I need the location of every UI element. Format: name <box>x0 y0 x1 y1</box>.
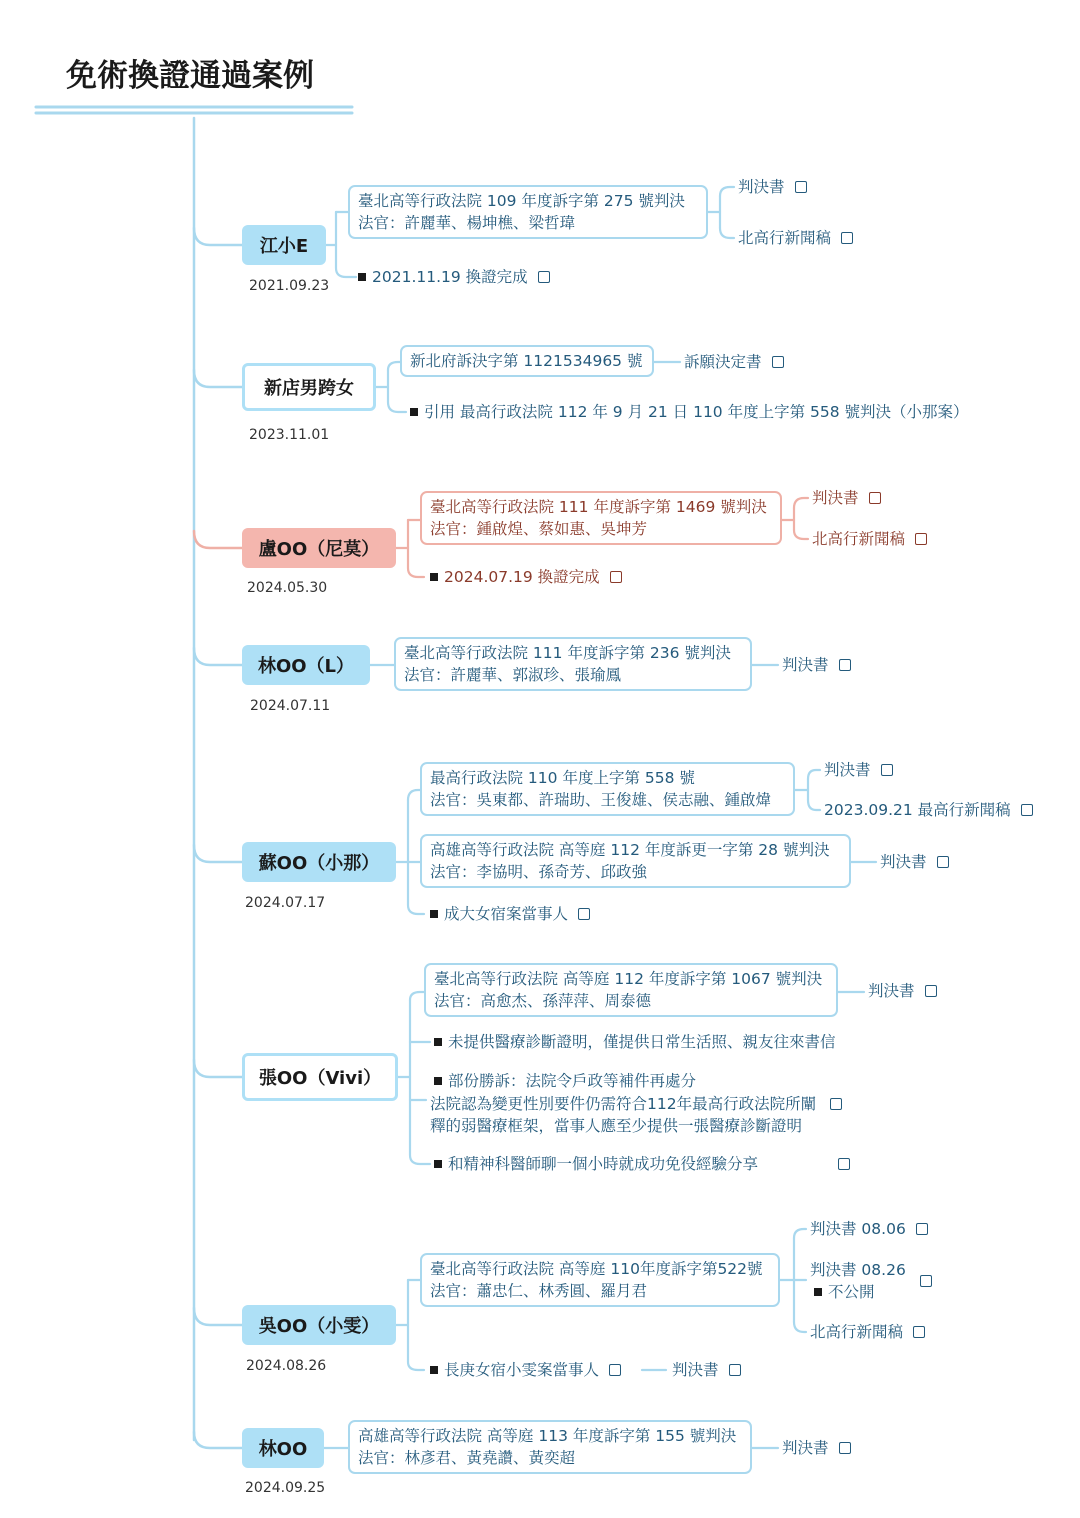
bullet-icon <box>430 910 438 918</box>
judgment-link[interactable]: 判決書 <box>738 176 807 198</box>
page-title: 免術換證通過案例 <box>66 58 314 94</box>
note-text: 引用 最高行政法院 112 年 9 月 21 日 110 年度上字第 558 號判決（小那案） <box>410 401 969 423</box>
external-link-icon <box>841 232 853 244</box>
judgment-link[interactable]: 判決書 <box>672 1359 741 1381</box>
external-link-icon <box>795 181 807 193</box>
case-date-5: 2024.07.17 <box>245 895 326 911</box>
court-box-6 <box>424 963 838 1017</box>
external-link-icon <box>913 1326 925 1338</box>
bullet-icon <box>430 1366 438 1374</box>
court-name: 高雄高等行政法院 高等庭 112 年度訴更一字第 28 號判決 <box>430 841 830 859</box>
external-link-icon <box>772 356 784 368</box>
case-date-4: 2024.07.11 <box>250 698 331 714</box>
external-link-icon <box>609 1364 621 1376</box>
case-date-1: 2021.09.23 <box>249 278 330 294</box>
case-name-1: 江小E <box>242 225 326 265</box>
petition-decision-link[interactable]: 訴願決定書 <box>684 351 784 373</box>
court-name: 臺北高等行政法院 111 年度訴字第 236 號判決 <box>404 644 731 662</box>
court-name: 高雄高等行政法院 高等庭 113 年度訴字第 155 號判決 <box>358 1427 737 1445</box>
note-link[interactable]: 2024.07.19 換證完成 <box>430 566 622 588</box>
court-box-7 <box>420 1253 780 1307</box>
note-link[interactable]: 法院認為變更性別要件仍需符合112年最高行政法院所闡 <box>430 1093 842 1115</box>
case-name-4: 林OO（L） <box>242 645 370 685</box>
case-name-3: 盧OO（尼莫） <box>242 528 396 568</box>
bullet-icon <box>410 408 418 416</box>
judgment-link[interactable]: 判決書 <box>782 654 851 676</box>
court-name: 臺北高等行政法院 111 年度訴字第 1469 號判決 <box>430 498 767 516</box>
bullet-icon <box>358 273 366 281</box>
judgment-link[interactable]: 判決書 <box>880 851 949 873</box>
court-name: 最高行政法院 110 年度上字第 558 號 <box>430 769 695 787</box>
external-link-icon <box>925 985 937 997</box>
judgment-link[interactable]: 判決書 <box>782 1437 851 1459</box>
court-box-8 <box>348 1420 752 1474</box>
external-link-icon <box>1021 804 1033 816</box>
court-name: 臺北高等行政法院 高等庭 110年度訴字第522號 <box>430 1260 763 1278</box>
external-link-icon <box>610 571 622 583</box>
external-link-icon <box>937 856 949 868</box>
judges: 法官：吳東都、許瑞助、王俊雄、侯志融、鍾啟煒 <box>430 791 772 809</box>
decision-box-2: 新北府訴決字第 1121534965 號 <box>400 345 654 377</box>
external-link-icon <box>881 764 893 776</box>
judges: 法官：鍾啟煌、蔡如惠、吳坤芳 <box>430 520 648 538</box>
case-date-3: 2024.05.30 <box>247 580 328 596</box>
case-name-5: 蘇OO（小那） <box>242 842 396 882</box>
court-box-5a <box>420 762 795 816</box>
judgment-link[interactable]: 判決書 <box>868 980 937 1002</box>
court-box-5b <box>420 834 851 888</box>
note-link[interactable]: 和精神科醫師聊一個小時就成功免役經驗分享 <box>434 1153 850 1175</box>
external-link-icon <box>839 659 851 671</box>
judges: 法官：林彥君、黃堯讚、黃奕超 <box>358 1449 576 1467</box>
press-release-link[interactable]: 北高行新聞稿 <box>810 1321 925 1343</box>
external-link-icon-0826[interactable] <box>920 1270 932 1292</box>
external-link-icon <box>839 1442 851 1454</box>
judges: 法官：高愈杰、孫萍萍、周泰德 <box>434 992 652 1010</box>
judgment-link-0826: 判決書 08.26 <box>810 1261 906 1279</box>
case-date-2: 2023.11.01 <box>249 427 330 443</box>
case-name-7: 吳OO（小雯） <box>242 1305 396 1345</box>
external-link-icon <box>538 271 550 283</box>
case-name-2: 新店男跨女 <box>242 363 376 411</box>
court-box-1 <box>348 185 708 239</box>
judgment-link-0806[interactable]: 判決書 08.06 <box>810 1218 928 1240</box>
case-name-8: 林OO <box>242 1428 324 1468</box>
judges: 法官：許麗華、楊坤樵、梁哲瑋 <box>358 214 576 232</box>
external-link-icon <box>915 533 927 545</box>
court-name: 臺北高等行政法院 109 年度訴字第 275 號判決 <box>358 192 685 210</box>
external-link-icon <box>869 492 881 504</box>
bullet-icon <box>814 1288 822 1296</box>
case-date-7: 2024.08.26 <box>246 1358 327 1374</box>
press-release-link[interactable]: 2023.09.21 最高行新聞稿 <box>824 799 1033 821</box>
case-date-8: 2024.09.25 <box>245 1480 326 1496</box>
external-link-icon <box>830 1098 842 1110</box>
note-text: 未提供醫療診斷證明，僅提供日常生活照、親友往來書信 <box>434 1031 836 1053</box>
judges: 法官：李協明、孫奇芳、邱政強 <box>430 863 648 881</box>
note-link[interactable]: 長庚女宿小雯案當事人 <box>430 1359 621 1381</box>
bullet-icon <box>434 1160 442 1168</box>
external-link-icon <box>578 908 590 920</box>
bullet-icon <box>434 1077 442 1085</box>
judges: 法官：許麗華、郭淑珍、張瑜鳳 <box>404 666 622 684</box>
external-link-icon <box>916 1223 928 1235</box>
judgment-link[interactable]: 判決書 <box>812 487 881 509</box>
external-link-icon <box>920 1275 932 1287</box>
not-public-note: 不公開 <box>814 1281 875 1303</box>
external-link-icon <box>729 1364 741 1376</box>
bullet-icon <box>430 573 438 581</box>
court-name: 臺北高等行政法院 高等庭 112 年度訴字第 1067 號判決 <box>434 970 823 988</box>
note-link[interactable]: 成大女宿案當事人 <box>430 903 590 925</box>
press-release-link[interactable]: 北高行新聞稿 <box>738 227 853 249</box>
note-text: 釋的弱醫療框架，當事人應至少提供一張醫療診斷證明 <box>430 1117 803 1135</box>
bullet-icon <box>434 1038 442 1046</box>
judges: 法官：蕭忠仁、林秀圓、羅月君 <box>430 1282 648 1300</box>
note-link[interactable]: 2021.11.19 換證完成 <box>358 266 550 288</box>
case-name-6: 張OO（Vivi） <box>242 1053 398 1101</box>
court-box-4 <box>394 637 752 691</box>
court-box-3 <box>420 491 782 545</box>
external-link-icon <box>838 1158 850 1170</box>
note-text: 部份勝訴：法院令戶政等補件再處分 <box>434 1070 696 1092</box>
judgment-link[interactable]: 判決書 <box>824 759 893 781</box>
press-release-link[interactable]: 北高行新聞稿 <box>812 528 927 550</box>
